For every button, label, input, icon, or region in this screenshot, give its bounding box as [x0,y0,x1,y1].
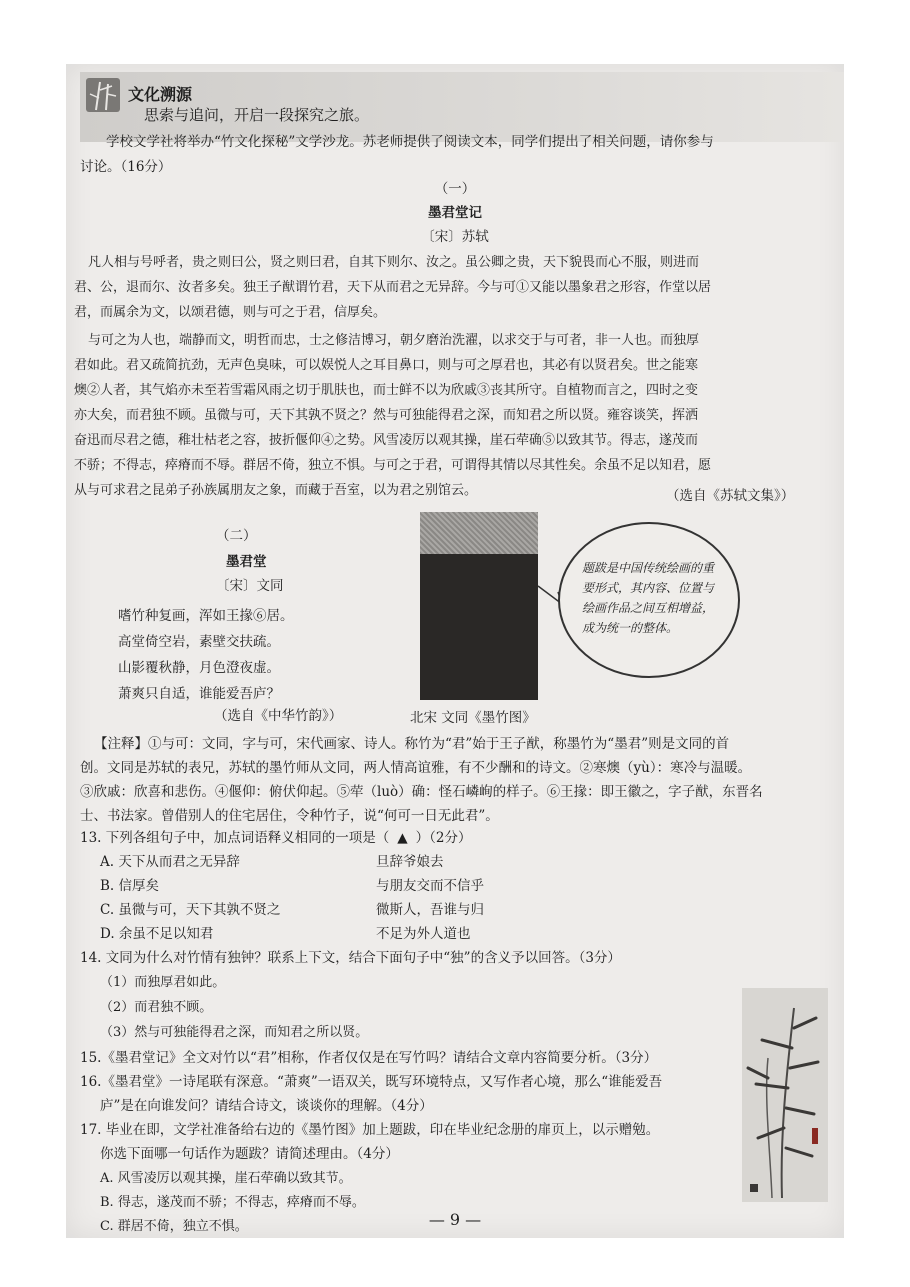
q13-option: D. 余虽不足以知君 [100,926,214,942]
q14-item: （3）然与可独能得君之深，而知君之所以贤。 [100,1025,369,1040]
text1-line: 亦大矣，而君独不顾。虽微与可，天下其孰不贤之？然与可独能得君之深，而知君之所以贤。雍容谈笑，挥洒 [74,408,699,423]
q13-option: C. 虽微与可，天下其孰不贤之 [100,902,281,918]
q14-item: （1）而独厚君如此。 [100,975,226,990]
q16-line: 16.《墨君堂》一诗尾联有深意。“萧爽”一语双关，既写环境特点，又写作者心境，那么“谁能爱吾 [80,1074,663,1090]
q17-line: 17. 毕业在即，文学社准备给右边的《墨竹图》加上题跋，印在毕业纪念册的扉页上，以示赠勉。 [80,1122,660,1138]
text1-line: 君、公，退而尔、汝者多矣。独王子猷谓竹君，天下从而君之无异辞。今与可①又能以墨象君之形容，作堂以居 [74,280,712,295]
q16-line: 庐”是在向谁发问？请结合诗文，谈谈你的理解。（4分） [100,1098,433,1114]
q17-line: 你选下面哪一句话作为题跋？请简述理由。（4分） [100,1146,399,1162]
text1-line: 从与可求君之昆弟子孙族属朋友之象，而藏于吾室，以为君之别馆云。 [74,483,478,498]
note-line: ③欣戚：欣喜和悲伤。④偃仰：俯伏仰起。⑤荦（luò）确：怪石嶙峋的样子。⑥王掾：即王徽之，字子猷，东晋名 [80,784,763,800]
ink-bamboo-painting [420,512,538,700]
poem-line: 萧爽只自适，谁能爱吾庐？ [118,686,280,702]
bamboo-painting [742,988,828,1202]
answer-blank-icon: ▲ [397,830,408,846]
callout-text: 题跋是中国传统绘画的重要形式，其内容、位置与绘画作品之间互相增益，成为统一的整体。 [582,561,715,635]
note-line: 【注释】①与可：文同，字与可，宋代画家、诗人。称竹为“君”始于王子猷，称墨竹为“墨君”则是文同的首 [94,736,730,752]
q13-option-pair: 与朋友交而不信乎 [376,878,484,894]
poem-line: 山影覆秋静，月色澄夜虚。 [118,660,280,676]
intro-line: 学校文学社将举办“竹文化探秘”文学沙龙。苏老师提供了阅读文本，同学们提出了相关问题，请你参与 [106,134,714,150]
q13-option-pair: 不足为外人道也 [376,926,471,942]
text1-line: 与可之为人也，端静而文，明哲而忠，士之修洁博习，朝夕磨治洗濯，以求交于与可者，非一人也。而独厚 [88,333,700,348]
callout-bubble [558,522,740,678]
text1-source: （选自《苏轼文集》） [666,488,795,504]
q13-option-pair: 旦辞爷娘去 [376,854,444,870]
page-number: — 9 — [428,1210,482,1229]
poem-line: 高堂倚空岩，素壁交扶疏。 [118,634,280,650]
note-line: 创。文同是苏轼的表兄，苏轼的墨竹师从文同，两人情高谊雅，有不少酬和的诗文。②寒燠（yù）：寒冷与温暖。 [80,760,752,776]
text1-line: 凡人相与号呼者，贵之则曰公，贤之则曰君，自其下则尔、汝之。虽公卿之贵，天下貌畏而心不服，则进而 [88,255,700,270]
figure-caption: 北宋 文同《墨竹图》 [410,710,536,726]
q15-stem: 15.《墨君堂记》全文对竹以“君”相称，作者仅仅是在写竹吗？请结合文章内容简要分析。（3分） [80,1050,658,1066]
text1-line: 奋迅而尽君之德，稚壮枯老之容，披折偃仰④之势。风雪凌厉以观其操，崖石荦确⑤以致其节。得志，遂茂而 [74,433,699,448]
text1-author: 〔宋〕苏轼 [421,229,489,245]
q14-item: （2）而君独不顾。 [100,1000,213,1015]
text1-index: （一） [434,181,476,197]
text1-line: 燠②人者，其气焰亦未至若雪霜风雨之切于肌肤也，而士鲜不以为欣戚③丧其所守。自植物而言之，四时之变 [74,383,699,398]
text1-line: 君，而属余为文，以颂君德，则与可之于君，信厚矣。 [74,305,387,320]
text2-title: 墨君堂 [226,554,267,570]
text2-index: （二） [216,528,257,544]
bamboo-logo-icon [86,78,120,112]
q13-option: A. 天下从而君之无异辞 [100,854,240,870]
q14-stem: 14. 文同为什么对竹情有独钟？联系上下文，结合下面句子中“独”的含义予以回答。（3分） [80,950,621,966]
q17-option: A. 风雪凌厉以观其操，崖石荦确以致其节。 [100,1171,352,1186]
poem-line: 嗜竹种复画，浑如王掾⑥居。 [118,608,294,624]
q13-stem: 13. 下列各组句子中，加点词语释义相同的一项是（ ▲ ）（2分） [80,830,472,846]
note-line: 士、书法家。曾借别人的住宅居住，令种竹子，说“何可一日无此君”。 [80,808,499,824]
banner-title: 文化溯源 [128,85,193,104]
text1-line: 不骄；不得志，瘁瘠而不辱。群居不倚，独立不惧。与可之于君，可谓得其情以尽其性矣。余虽不足以知君，愿 [74,458,712,473]
exam-page [66,64,844,1238]
q13-option-pair: 微斯人，吾谁与归 [376,902,484,918]
q17-option: C. 群居不倚，独立不惧。 [100,1219,248,1234]
text1-title: 墨君堂记 [428,205,482,221]
text1-line: 君如此。君又疏简抗劲，无声色臭味，可以娱悦人之耳目鼻口，则与可之厚君也，其必有以贤君矣。世之能寒 [74,358,699,373]
text2-author: 〔宋〕文同 [216,578,284,594]
banner-subtitle: 思索与追问，开启一段探究之旅。 [144,106,370,124]
q13-option: B. 信厚矣 [100,878,160,894]
text2-source: （选自《中华竹韵》） [214,708,343,724]
q17-option: B. 得志，遂茂而不骄；不得志，瘁瘠而不辱。 [100,1195,365,1210]
intro-line: 讨论。（16分） [80,159,172,175]
